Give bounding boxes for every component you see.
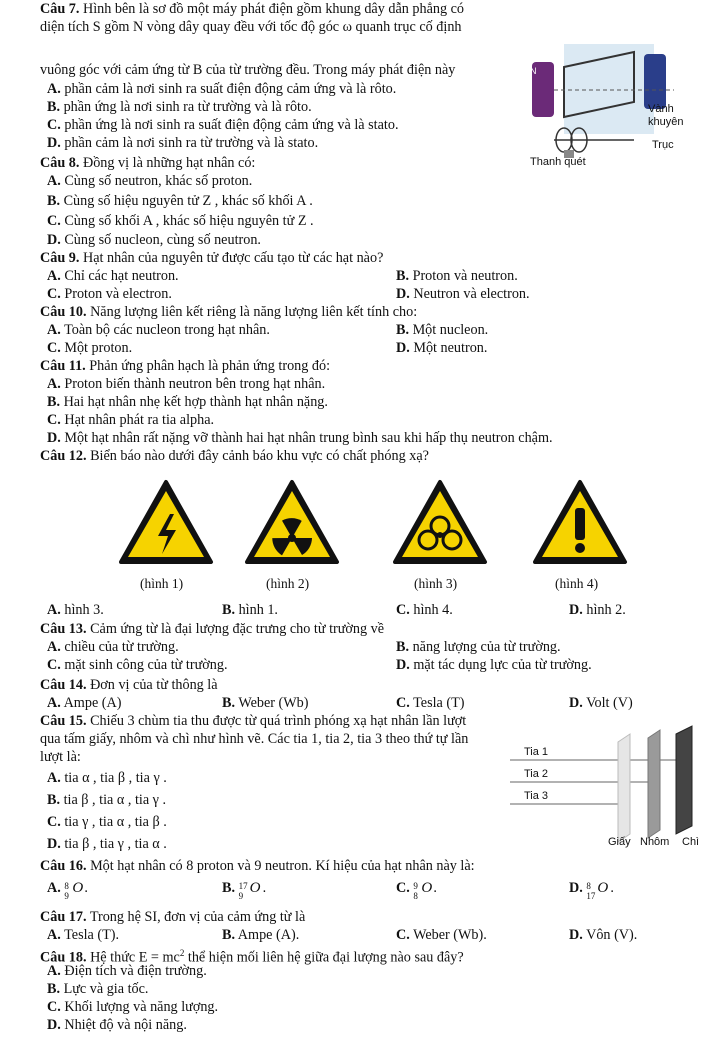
q11-option-d: D. Một hạt nhân rất nặng vỡ thành hai hạt nhân trung bình sau khi hấp thụ neutron chậm. <box>47 430 553 446</box>
q12-option-a: A. hình 3. <box>47 602 104 618</box>
q10-option-b: B. Một nucleon. <box>396 322 489 338</box>
biohazard-sign <box>392 478 488 566</box>
caption-hinh-4: (hình 4) <box>555 576 599 591</box>
q12-option-b: B. hình 1. <box>222 602 278 618</box>
q10-option-a: A. Toàn bộ các nucleon trong hạt nhân. <box>47 322 270 338</box>
q17-option-b: B. Ampe (A). <box>222 927 300 943</box>
q15-line-1: Câu 15. Chiếu 3 chùm tia thu được từ quá trình phóng xạ hạt nhân lần lượt <box>40 713 467 729</box>
q18-option-a: A. Điện tích và điện trường. <box>47 963 207 979</box>
q7-option-b: B. phần ứng là nơi sinh ra từ trường và là rôto. <box>47 99 312 115</box>
q15-line-3: lượt là: <box>40 749 81 765</box>
q16-stem: Câu 16. Một hạt nhân có 8 proton và 9 neutron. Kí hiệu của hạt nhân này là: <box>40 858 475 874</box>
q9-option-a: A. Chỉ các hạt neutron. <box>47 268 179 284</box>
q7-option-d: D. phần cảm là nơi sinh ra từ trường và là stato. <box>47 135 319 151</box>
khuyen-label: khuyên <box>648 116 684 128</box>
tia-1-label: Tia 1 <box>524 746 549 758</box>
q9-option-b: B. Proton và neutron. <box>396 268 518 284</box>
magnet-n-label: N <box>530 66 537 76</box>
caption-hinh-2: (hình 2) <box>266 576 310 591</box>
q12-option-c: C. hình 4. <box>396 602 453 618</box>
q10-stem: Câu 10. Năng lượng liên kết riêng là năng lượng liên kết tính cho: <box>40 304 418 320</box>
q17-option-d: D. Vôn (V). <box>569 927 638 943</box>
q7-stem-3: vuông góc với cảm ứng từ B của từ trường đều. Trong máy phát điện này <box>40 62 456 78</box>
q16-option-c: C. 9 8 O . <box>396 880 437 902</box>
thanh-quet-label: Thanh quét <box>530 156 586 168</box>
q11-option-a: A. Proton biến thành neutron bên trong hạt nhân. <box>47 376 326 392</box>
giay-label: Giấy <box>608 836 631 848</box>
caption-hinh-1: (hình 1) <box>140 576 184 591</box>
q17-stem: Câu 17. Trong hệ SI, đơn vị của cảm ứng từ là <box>40 909 306 925</box>
q13-option-d: D. mặt tác dụng lực của từ trường. <box>396 657 592 673</box>
q12-stem: Câu 12. Biển báo nào dưới đây cảnh báo khu vực có chất phóng xạ? <box>40 448 429 464</box>
electric-hazard-sign <box>118 478 214 566</box>
q8-option-c: C. Cùng số khối A , khác số hiệu nguyên tử Z . <box>47 213 314 229</box>
q13-option-b: B. năng lượng của từ trường. <box>396 639 561 655</box>
q9-option-c: C. Proton và electron. <box>47 286 172 302</box>
q16-option-a: A. 8 9 O . <box>47 880 88 902</box>
radiation-penetration-diagram <box>500 724 706 848</box>
q7-option-c: C. phần ứng là nơi sinh ra suất điện động cảm ứng và là stato. <box>47 117 399 133</box>
vanh-label: Vành <box>648 103 674 115</box>
q17-option-a: A. Tesla (T). <box>47 927 120 943</box>
q7-line-1 <box>40 1 464 18</box>
q14-option-b: B. Weber (Wb) <box>222 695 309 711</box>
q11-stem: Câu 11. Phản ứng phân hạch là phản ứng trong đó: <box>40 358 331 374</box>
q16-option-d: D. 8 17 O . <box>569 880 614 902</box>
q9-option-d: D. Neutron và electron. <box>396 286 530 302</box>
q8-option-d: D. Cùng số nucleon, cùng số neutron. <box>47 232 261 248</box>
q13-option-c: C. mặt sinh công của từ trường. <box>47 657 228 673</box>
q14-option-c: C. Tesla (T) <box>396 695 465 711</box>
chi-label: Chì <box>682 836 700 848</box>
q13-stem: Câu 13. Cảm ứng từ là đại lượng đặc trưng cho từ trường về <box>40 621 385 637</box>
q14-stem: Câu 14. Đơn vị của từ thông là <box>40 677 218 693</box>
q18-option-d: D. Nhiệt độ và nội năng. <box>47 1017 187 1033</box>
q12-option-d: D. hình 2. <box>569 602 626 618</box>
q18-option-c: C. Khối lượng và năng lượng. <box>47 999 219 1015</box>
truc-label: Trục <box>652 139 674 151</box>
q15-option-a: A. tia α , tia β , tia γ . <box>47 770 167 786</box>
q10-option-c: C. Một proton. <box>47 340 133 356</box>
tia-3-label: Tia 3 <box>524 790 549 802</box>
q17-option-c: C. Weber (Wb). <box>396 927 487 943</box>
q18-option-b: B. Lực và gia tốc. <box>47 981 149 997</box>
q8-option-b: B. Cùng số hiệu nguyên tử Z , khác số khối A . <box>47 193 313 209</box>
caption-hinh-3: (hình 3) <box>414 576 458 591</box>
q15-option-b: B. tia β , tia α , tia γ . <box>47 792 167 808</box>
q7-stem-2: diện tích S gồm N vòng dây quay đều với tốc độ góc ω quanh trục cố định <box>40 19 462 35</box>
q9-stem: Câu 9. Hạt nhân của nguyên tử được cấu tạo từ các hạt nào? <box>40 250 384 266</box>
q15-line-2: qua tấm giấy, nhôm và chì như hình vẽ. Các tia 1, tia 2, tia 3 theo thứ tự lần <box>40 731 469 747</box>
q7-number: Câu 7. <box>40 1 80 17</box>
q11-option-c: C. Hạt nhân phát ra tia alpha. <box>47 412 215 428</box>
q15-option-c: C. tia γ , tia α , tia β . <box>47 814 167 830</box>
tia-2-label: Tia 2 <box>524 768 549 780</box>
q7-stem-1: Hình bên là sơ đồ một máy phát điện gồm khung dây dẫn phẳng có <box>82 1 465 17</box>
generator-diagram <box>524 42 704 172</box>
q16-option-b: B. 17 9 O . <box>222 880 267 902</box>
q8-option-a: A. Cùng số neutron, khác số proton. <box>47 173 253 189</box>
q14-option-a: A. Ampe (A) <box>47 695 122 711</box>
q18-stem: Câu 18. Hệ thức $E = mc^2$ thể hiện mối liên hệ giữa đại lượng nào sau đây? <box>40 948 464 966</box>
q14-option-d: D. Volt (V) <box>569 695 633 711</box>
q15-option-d: D. tia β , tia γ , tia α . <box>47 836 167 852</box>
q11-option-b: B. Hai hạt nhân nhẹ kết hợp thành hạt nhân nặng. <box>47 394 328 410</box>
q8-stem: Câu 8. Đồng vị là những hạt nhân có: <box>40 155 256 171</box>
q13-option-a: A. chiều của từ trường. <box>47 639 179 655</box>
warning-exclamation-sign <box>532 478 628 566</box>
q10-option-d: D. Một neutron. <box>396 340 488 356</box>
q7-option-a: A. phần cảm là nơi sinh ra suất điện động cảm ứng và là rôto. <box>47 81 397 97</box>
nhom-label: Nhôm <box>640 836 670 848</box>
radiation-hazard-sign <box>244 478 340 566</box>
